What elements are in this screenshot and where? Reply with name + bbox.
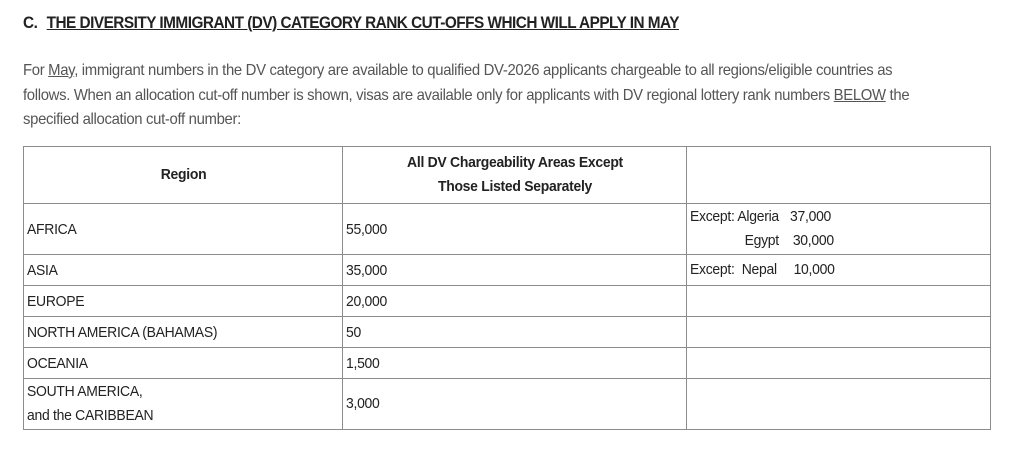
region-cell: NORTH AMERICA (BAHAMAS) <box>24 317 343 348</box>
intro-text-3: the specified allocation cut-off number: <box>23 86 910 128</box>
section-letter: C. <box>23 14 38 32</box>
exceptions-cell <box>686 317 990 348</box>
table-row <box>24 255 991 286</box>
table-row <box>24 317 991 348</box>
region-cell: ASIA <box>24 255 343 286</box>
exception-country: Egypt <box>744 232 779 249</box>
table-row <box>24 379 991 430</box>
intro-month: May <box>48 62 75 79</box>
header-exceptions <box>686 147 990 204</box>
exception-value: 10,000 <box>793 261 835 278</box>
cutoff-cell: 50 <box>343 317 686 348</box>
region-cell: OCEANIA <box>24 348 343 379</box>
exception-value: 37,000 <box>789 208 831 225</box>
exceptions-cell <box>686 204 990 255</box>
header-region: Region <box>24 147 343 204</box>
region-cell: SOUTH AMERICA, and the CARIBBEAN <box>24 379 343 430</box>
intro-paragraph <box>23 59 939 133</box>
region-cell: EUROPE <box>24 286 343 317</box>
table-row <box>24 286 991 317</box>
intro-text-2: , immigrant numbers in the DV category are available to qualified DV-2026 applicants chargeable to all regions/eligible countries as follows. When an allocation cut-off number is shown, visas are available only for applicants with DV regional lottery rank numbers <box>23 62 893 104</box>
exceptions-cell <box>686 348 990 379</box>
cutoff-cell: 35,000 <box>343 255 686 286</box>
cutoff-cell: 20,000 <box>343 286 686 317</box>
section-title: THE DIVERSITY IMMIGRANT (DV) CATEGORY RANK CUT-OFFS WHICH WILL APPLY IN MAY <box>46 14 679 32</box>
exception-country: Except: Nepal <box>689 261 777 278</box>
cutoff-cell: 55,000 <box>343 204 686 255</box>
cutoff-table <box>23 146 991 430</box>
table-row <box>24 348 991 379</box>
cutoff-cell: 1,500 <box>343 348 686 379</box>
header-all-areas: All DV Chargeability Areas Except Those Listed Separately <box>343 147 686 204</box>
section-heading <box>23 14 679 33</box>
exceptions-cell <box>686 286 990 317</box>
intro-below: BELOW <box>833 86 886 104</box>
exception-value: 30,000 <box>792 232 834 249</box>
exceptions-cell <box>686 379 990 430</box>
intro-text-1: For <box>23 62 49 79</box>
table-row <box>24 204 991 255</box>
cutoff-cell: 3,000 <box>343 379 686 430</box>
exceptions-cell <box>686 255 990 286</box>
exception-country: Except: Algeria <box>689 208 779 225</box>
region-cell: AFRICA <box>24 204 343 255</box>
table-header-row <box>24 147 991 204</box>
